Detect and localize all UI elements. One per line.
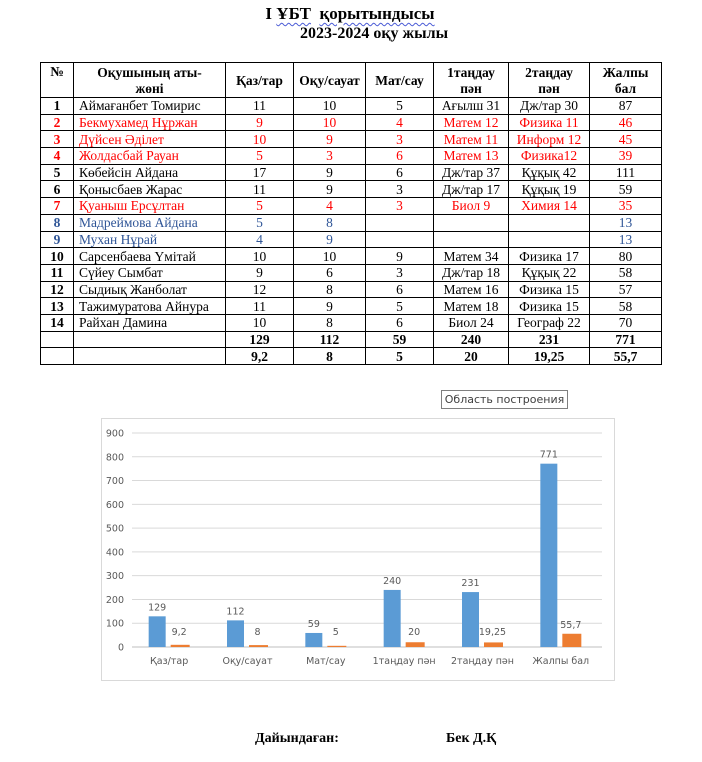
title-word: қорытындысы [319,4,435,23]
score-mat-sau [366,231,434,248]
results-table [40,62,662,365]
bar-average [171,645,190,647]
score-kaz-tar: 9 [226,114,294,131]
y-tick-label: 700 [105,476,124,488]
total-score: 59 [590,181,662,198]
score-oku-sauat: 10 [294,98,366,115]
score-oku-sauat: 6 [294,264,366,281]
table-row [41,231,662,248]
data-label: 8 [254,627,261,638]
score-mat-sau: 6 [366,148,434,165]
table-row [41,148,662,165]
document-title [0,4,702,24]
data-label: 59 [307,618,320,630]
row-number: 14 [41,314,74,331]
score-oku-sauat: 10 [294,248,366,265]
elective-1: Матем 12 [434,114,509,131]
bar-average [484,642,503,647]
elective-1: Матем 18 [434,298,509,315]
table-row [41,281,662,298]
elective-1 [434,214,509,231]
row-number: 10 [41,248,74,265]
total-score: 70 [590,314,662,331]
row-number: 6 [41,181,74,198]
table-row [41,114,662,131]
table-row [41,248,662,265]
elective-2: Информ 12 [509,131,590,148]
bar-sum [540,464,557,647]
score-mat-sau: 9 [366,248,434,265]
score-kaz-tar: 5 [226,214,294,231]
row-number: 11 [41,264,74,281]
total-score: 45 [590,131,662,148]
y-tick-label: 900 [105,428,124,440]
student-name: Сүйеу Сымбат [74,264,226,281]
score-mat-sau: 3 [366,181,434,198]
score-kaz-tar: 17 [226,164,294,181]
header-col-number: № [41,63,74,98]
student-name: Мухан Нұрай [74,231,226,248]
score-oku-sauat: 8 [294,214,366,231]
score-mat-sau: 3 [366,198,434,215]
data-label: 9,2 [171,627,187,638]
row-number: 1 [41,98,74,115]
row-number: 12 [41,281,74,298]
sum-row-total-score: 771 [590,331,662,348]
score-kaz-tar: 5 [226,148,294,165]
bar-average [406,642,425,647]
score-kaz-tar: 4 [226,231,294,248]
total-score: 58 [590,264,662,281]
table-row [41,164,662,181]
student-name: Тажимуратова Айнура [74,298,226,315]
total-score: 13 [590,214,662,231]
row-number: 5 [41,164,74,181]
score-oku-sauat: 9 [294,131,366,148]
row-number: 4 [41,148,74,165]
average-row-score-oku-sauat: 8 [294,348,366,365]
score-mat-sau: 6 [366,164,434,181]
sum-row-score-mat-sau: 59 [366,331,434,348]
table-row [41,198,662,215]
student-name: Сыдиық Жанболат [74,281,226,298]
elective-1: Матем 16 [434,281,509,298]
score-oku-sauat: 8 [294,314,366,331]
elective-2: Физика 15 [509,298,590,315]
student-name: Бекмухамед Нұржан [74,114,226,131]
empty-cell [74,348,226,365]
elective-1: Матем 13 [434,148,509,165]
title-prefix: І [265,4,277,23]
student-name: Сарсенбаева Үмітай [74,248,226,265]
total-score: 35 [590,198,662,215]
average-row-score-kaz-tar: 9,2 [226,348,294,365]
elective-2: Географ 22 [509,314,590,331]
total-score: 13 [590,231,662,248]
total-score: 111 [590,164,662,181]
score-mat-sau: 6 [366,281,434,298]
elective-2: Құқық 19 [509,181,590,198]
score-kaz-tar: 10 [226,248,294,265]
score-kaz-tar: 9 [226,264,294,281]
row-number: 7 [41,198,74,215]
header-col-total: Жалпы бал [590,63,662,98]
score-kaz-tar: 11 [226,98,294,115]
empty-cell [41,331,74,348]
bar-average [562,634,581,647]
header-col-student-name: Оқушының аты- жөні [74,63,226,98]
student-name: Қонысбаев Жарас [74,181,226,198]
table-row [41,131,662,148]
student-name: Райхан Дамина [74,314,226,331]
average-row [41,348,662,365]
score-kaz-tar: 11 [226,181,294,198]
average-row-score-mat-sau: 5 [366,348,434,365]
bar-sum [305,633,322,647]
student-name: Аймағанбет Томирис [74,98,226,115]
header-col-elective-1: 1таңдау пән [434,63,509,98]
x-category-label: 1таңдау пән [372,656,436,667]
score-kaz-tar: 10 [226,131,294,148]
x-category-label: Жалпы бал [532,656,590,667]
row-number: 9 [41,231,74,248]
document-subtitle: 2023-2024 оқу жылы [300,25,449,42]
bar-sum [384,590,401,647]
y-tick-label: 800 [105,452,124,464]
sum-row-score-oku-sauat: 112 [294,331,366,348]
x-category-label: Қаз/тар [150,656,189,667]
score-mat-sau: 5 [366,298,434,315]
elective-1: Дж/тар 18 [434,264,509,281]
score-kaz-tar: 11 [226,298,294,315]
score-mat-sau: 6 [366,314,434,331]
data-label: 771 [539,449,558,461]
table-row [41,214,662,231]
data-label: 55,7 [560,619,582,631]
sum-row [41,331,662,348]
score-oku-sauat: 9 [294,231,366,248]
score-kaz-tar: 5 [226,198,294,215]
table-row [41,298,662,315]
author-name: Бек Д.Қ [446,731,497,746]
score-mat-sau [366,214,434,231]
student-name: Дүйсен Әділет [74,131,226,148]
header-col-elective-2: 2таңдау пән [509,63,590,98]
score-oku-sauat: 4 [294,198,366,215]
total-score: 80 [590,248,662,265]
total-score: 46 [590,114,662,131]
chart-container[interactable] [101,418,615,681]
elective-1: Ағылш 31 [434,98,509,115]
bar-sum [227,620,244,647]
elective-1: Дж/тар 37 [434,164,509,181]
score-oku-sauat: 10 [294,114,366,131]
student-name: Қуаныш Ерсұлтан [74,198,226,215]
elective-1 [434,231,509,248]
elective-2 [509,231,590,248]
plot-area-tooltip: Область построения [441,390,568,409]
table-header-row [41,63,662,98]
score-mat-sau: 3 [366,131,434,148]
sum-row-elective-1: 240 [434,331,509,348]
total-score: 39 [590,148,662,165]
elective-2 [509,214,590,231]
total-score: 57 [590,281,662,298]
bar-average [249,645,268,647]
elective-1: Дж/тар 17 [434,181,509,198]
score-oku-sauat: 3 [294,148,366,165]
sum-row-elective-2: 231 [509,331,590,348]
elective-1: Биол 24 [434,314,509,331]
elective-2: Құқық 22 [509,264,590,281]
y-tick-label: 300 [105,571,124,583]
score-kaz-tar: 10 [226,314,294,331]
data-label: 240 [383,575,402,587]
total-score: 87 [590,98,662,115]
header-col-kaz-tar: Қаз/тар [226,63,294,98]
score-mat-sau: 4 [366,114,434,131]
table-row [41,264,662,281]
elective-2: Физика 17 [509,248,590,265]
row-number: 13 [41,298,74,315]
elective-2: Құқық 42 [509,164,590,181]
elective-1: Матем 34 [434,248,509,265]
elective-2: Физика 15 [509,281,590,298]
average-row-elective-2: 19,25 [509,348,590,365]
score-kaz-tar: 12 [226,281,294,298]
elective-2: Дж/тар 30 [509,98,590,115]
score-oku-sauat: 8 [294,281,366,298]
elective-2: Физика 11 [509,114,590,131]
prepared-by-label: Дайындаған: [255,731,339,746]
header-col-mat-sau: Мат/сау [366,63,434,98]
bar-sum [149,616,166,647]
table-row [41,98,662,115]
header-col-oku-sauat: Оқу/сауат [294,63,366,98]
y-tick-label: 0 [117,642,124,654]
total-score: 58 [590,298,662,315]
y-tick-label: 600 [105,499,124,511]
data-label: 19,25 [478,627,507,638]
row-number: 2 [41,114,74,131]
x-category-label: 2таңдау пән [451,656,514,667]
data-label: 5 [332,627,339,638]
elective-1: Биол 9 [434,198,509,215]
sum-row-score-kaz-tar: 129 [226,331,294,348]
bar-chart [102,419,614,680]
student-name: Көбейсін Айдана [74,164,226,181]
data-label: 112 [226,606,245,618]
data-label: 20 [408,627,421,638]
data-label: 129 [148,602,167,614]
row-number: 3 [41,131,74,148]
y-tick-label: 400 [105,547,124,559]
student-name: Жолдасбай Рауан [74,148,226,165]
elective-1: Матем 11 [434,131,509,148]
title-ubt: ҰБТ [276,4,311,23]
score-mat-sau: 5 [366,98,434,115]
bar-sum [462,592,479,647]
score-mat-sau: 3 [366,264,434,281]
elective-2: Химия 14 [509,198,590,215]
score-oku-sauat: 9 [294,298,366,315]
elective-2: Физика12 [509,148,590,165]
x-category-label: Мат/сау [306,656,346,667]
student-name: Мадреймова Айдана [74,214,226,231]
score-oku-sauat: 9 [294,164,366,181]
y-tick-label: 100 [105,618,124,630]
empty-cell [41,348,74,365]
y-tick-label: 200 [105,594,124,606]
table-row [41,314,662,331]
empty-cell [74,331,226,348]
score-oku-sauat: 9 [294,181,366,198]
table-row [41,181,662,198]
average-row-total-score: 55,7 [590,348,662,365]
row-number: 8 [41,214,74,231]
data-label: 231 [461,578,480,590]
bar-average [327,646,346,647]
y-tick-label: 500 [105,523,124,535]
average-row-elective-1: 20 [434,348,509,365]
x-category-label: Оқу/сауат [222,656,273,667]
